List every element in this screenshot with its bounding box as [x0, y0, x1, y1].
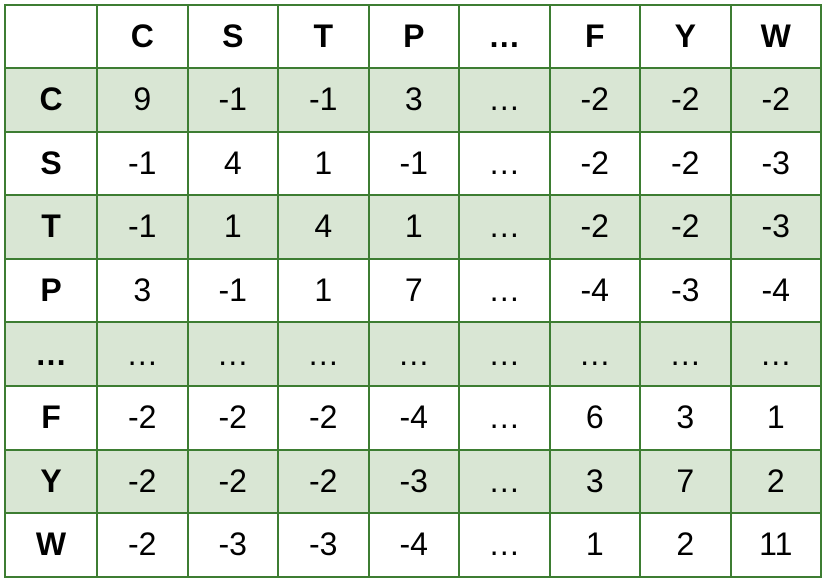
row-header: C — [5, 68, 97, 132]
matrix-cell: 1 — [278, 259, 369, 323]
matrix-cell: … — [459, 322, 550, 386]
matrix-cell: … — [459, 513, 550, 577]
matrix-cell: 3 — [97, 259, 188, 323]
matrix-cell: … — [369, 322, 460, 386]
table-row — [5, 386, 821, 450]
matrix-cell: -1 — [97, 195, 188, 259]
row-header: P — [5, 259, 97, 323]
column-header: C — [97, 5, 188, 68]
table-row — [5, 322, 821, 386]
matrix-cell: -1 — [188, 259, 279, 323]
matrix-cell: 4 — [278, 195, 369, 259]
header-row — [5, 5, 821, 68]
matrix-cell: 3 — [550, 450, 641, 514]
row-header: S — [5, 132, 97, 196]
matrix-cell: -3 — [278, 513, 369, 577]
matrix-cell: -2 — [640, 195, 731, 259]
table-row — [5, 68, 821, 132]
matrix-cell: -2 — [97, 386, 188, 450]
matrix-cell: 7 — [640, 450, 731, 514]
column-header: Y — [640, 5, 731, 68]
column-header: T — [278, 5, 369, 68]
matrix-cell: -1 — [97, 132, 188, 196]
corner-cell — [5, 5, 97, 68]
matrix-cell: -2 — [550, 132, 641, 196]
table-row — [5, 195, 821, 259]
matrix-cell: … — [459, 259, 550, 323]
matrix-cell: -3 — [731, 195, 822, 259]
matrix-cell: -1 — [188, 68, 279, 132]
matrix-cell: -4 — [550, 259, 641, 323]
table-row — [5, 513, 821, 577]
matrix-cell: -2 — [97, 513, 188, 577]
matrix-cell: -3 — [731, 132, 822, 196]
row-header: Y — [5, 450, 97, 514]
matrix-cell: -4 — [731, 259, 822, 323]
matrix-cell: -2 — [640, 68, 731, 132]
table-row — [5, 450, 821, 514]
matrix-cell: -1 — [278, 68, 369, 132]
matrix-cell: … — [278, 322, 369, 386]
matrix-cell: … — [188, 322, 279, 386]
matrix-cell: -3 — [188, 513, 279, 577]
matrix-cell: -3 — [640, 259, 731, 323]
column-header: F — [550, 5, 641, 68]
matrix-cell: … — [459, 68, 550, 132]
row-header: … — [5, 322, 97, 386]
row-header: F — [5, 386, 97, 450]
table-row — [5, 259, 821, 323]
matrix-cell: -2 — [550, 68, 641, 132]
column-header: … — [459, 5, 550, 68]
matrix-cell: -4 — [369, 386, 460, 450]
matrix-cell: … — [731, 322, 822, 386]
matrix-cell: -3 — [369, 450, 460, 514]
matrix-cell: … — [459, 132, 550, 196]
matrix-cell: 11 — [731, 513, 822, 577]
matrix-cell: 4 — [188, 132, 279, 196]
matrix-cell: -2 — [188, 450, 279, 514]
matrix-cell: -2 — [278, 386, 369, 450]
matrix-cell: 1 — [369, 195, 460, 259]
matrix-cell: -2 — [550, 195, 641, 259]
matrix-cell: -2 — [188, 386, 279, 450]
matrix-cell: 6 — [550, 386, 641, 450]
matrix-cell: … — [97, 322, 188, 386]
matrix-cell: -1 — [369, 132, 460, 196]
matrix-cell: … — [459, 386, 550, 450]
column-header: S — [188, 5, 279, 68]
matrix-cell: 2 — [731, 450, 822, 514]
column-header: P — [369, 5, 460, 68]
row-header: T — [5, 195, 97, 259]
matrix-cell: … — [640, 322, 731, 386]
matrix-cell: 1 — [278, 132, 369, 196]
matrix-cell: -2 — [97, 450, 188, 514]
matrix-cell: … — [459, 195, 550, 259]
matrix-cell: 3 — [369, 68, 460, 132]
row-header: W — [5, 513, 97, 577]
matrix-cell: -2 — [731, 68, 822, 132]
matrix-cell: 1 — [188, 195, 279, 259]
matrix-cell: 7 — [369, 259, 460, 323]
column-header: W — [731, 5, 822, 68]
matrix-cell: … — [550, 322, 641, 386]
matrix-cell: -2 — [640, 132, 731, 196]
matrix-cell: -2 — [278, 450, 369, 514]
matrix-cell: -4 — [369, 513, 460, 577]
matrix-cell: 9 — [97, 68, 188, 132]
matrix-cell: … — [459, 450, 550, 514]
matrix-cell: 1 — [550, 513, 641, 577]
substitution-matrix — [4, 4, 822, 578]
table-row — [5, 132, 821, 196]
matrix-cell: 2 — [640, 513, 731, 577]
matrix-cell: 3 — [640, 386, 731, 450]
matrix-cell: 1 — [731, 386, 822, 450]
